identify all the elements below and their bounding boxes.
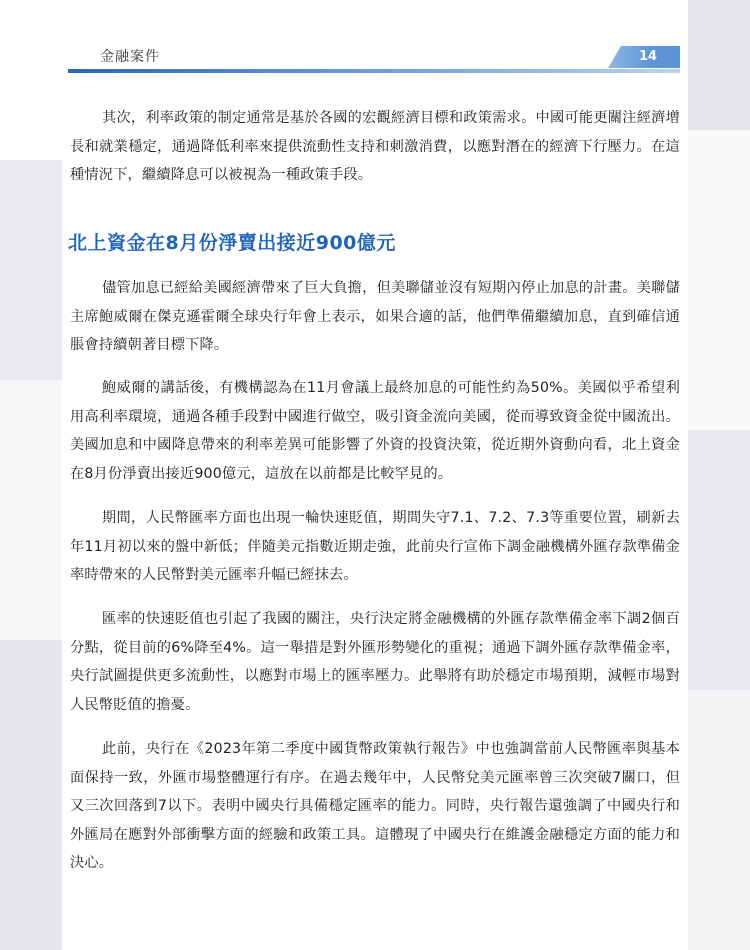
background-tile: [0, 160, 62, 380]
body-paragraph: 儘管加息已經給美國經濟帶來了巨大負擔，但美聯儲並沒有短期內停止加息的計畫。美聯儲主席鮑威爾在傑克遜霍爾全球央行年會上表示，如果合適的話，他們準備繼續加息，直到確信通脹會持續朝著目標下降。: [70, 280, 680, 353]
background-tile: [688, 130, 750, 430]
intro-paragraph: 其次，利率政策的制定通常是基於各國的宏觀經濟目標和政策需求。中國可能更關注經濟增長和就業穩定，通過降低利率來提供流動性支持和刺激消費，以應對潛在的經濟下行壓力。在這種情況下，繼續降息可以被視為一種政策手段。: [70, 110, 680, 183]
background-tile: [688, 0, 750, 130]
body-paragraph: 此前，央行在《2023年第二季度中國貨幣政策執行報告》中也強調當前人民幣匯率與基本面保持一致，外匯市場整體運行有序。在過去幾年中，人民幣兌美元匯率曾三次突破7關口，但又三次回落到7以下。表明中國央行具備穩定匯率的能力。同時，央行報告還強調了中國央行和外匯局在應對外部衝擊方面的經驗和政策工具。這體現了中國央行在維護金融穩定方面的能力和決心。: [70, 741, 680, 871]
body-paragraph: 期間，人民幣匯率方面也出現一輪快速貶值，期間失守7.1、7.2、7.3等重要位置，刷新去年11月初以來的盤中新低；伴隨美元指數近期走強，此前央行宣佈下調金融機構外匯存款準備金率時帶來的人民幣對美元匯率升幅已經抹去。: [70, 510, 680, 583]
section-heading: 北上資金在8月份淨賣出接近900億元: [68, 232, 396, 254]
background-tile: [0, 380, 62, 640]
body-paragraph: 鮑威爾的講話後，有機構認為在11月會議上最終加息的可能性約為50%。美國似乎希望利用高利率環境，通過各種手段對中國進行做空，吸引資金流向美國，從而導致資金從中國流出。美國加息和中國降息帶來的利率差異可能影響了外資的投資決策，從近期外資動向看，北上資金在8月份淨賣出接近900億元，這放在以前都是比較罕見的。: [70, 380, 680, 482]
body-paragraph: 匯率的快速貶值也引起了我國的關注，央行決定將金融機構的外匯存款準備金率下調2個百分點，從目前的6%降至4%。這一舉措是對外匯形勢變化的重視；通過下調外匯存款準備金率，央行試圖提供更多流動性，以應對市場上的匯率壓力。此舉將有助於穩定市場預期，減輕市場對人民幣貶值的擔憂。: [70, 611, 680, 713]
header-title: 金融案件: [100, 49, 160, 65]
background-tile: [688, 430, 750, 690]
background-tile: [688, 690, 750, 950]
background-tile: [0, 0, 62, 160]
header-rule: [68, 69, 680, 73]
background-tile: [0, 640, 62, 950]
page-number: 14: [638, 49, 658, 64]
